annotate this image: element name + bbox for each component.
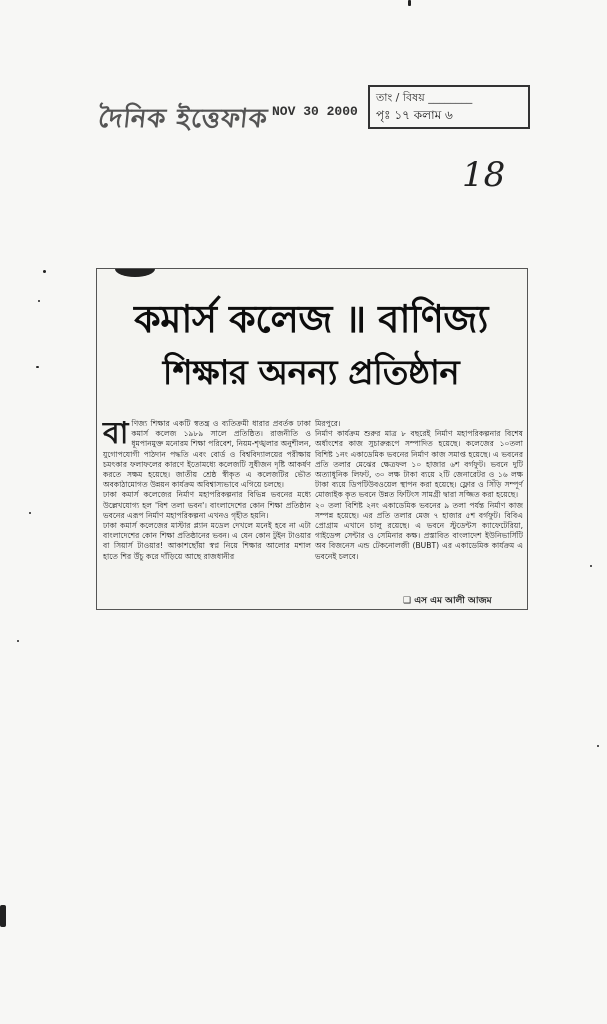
handwritten-page-number: 18 <box>462 155 506 195</box>
scan-speck <box>29 512 31 514</box>
article-right-column <box>315 419 523 562</box>
paragraph: ২০ তলা বিশিষ্ট ২নং একাডেমিক ভবনের ৯ তলা পর্যন্ত নির্মাণ কাজ সম্পন্ন হয়েছে। এর প্রতি তলার মেজ ৭ হাজার ৫শ বর্গফুট। বিবিএ প্রোগ্রাম এখানে চালু রয়েছে। এ ভবনে স্টুডেন্টস ক্যাফেটেরিয়া, গাইডেন্স সেন্টার ও সেমিনার কক্ষ। প্রস্তাবিত বাংলাদেশ ইউনিভার্সিটি অব বিজনেস এন্ড টেকনোলজী (BUBT) এর একাডেমিক কার্যক্রম এ ভবনেই চলবে। <box>315 500 523 561</box>
drop-cap: বা <box>103 416 129 451</box>
article-byline: ❑ এস এম আলী আজম <box>403 596 492 606</box>
article-left-column <box>103 416 311 562</box>
scan-speck <box>43 270 46 273</box>
filing-stamp <box>368 85 530 129</box>
paragraph: নির্মাণ কার্যক্রম শুরুর মাত্র ৮ বছরেই নির্মাণ মহাপরিকল্পনার বিশেষ অর্ধাংশের কাজ সুচারুরূপে সম্পাদিত হয়েছে। কলেজের ১০তলা বিশিষ্ট ১নং একাডেমিক ভবনের নির্মাণ কাজ সমাপ্ত হয়েছে। এ ভবনের প্রতি তলার মেঝের ক্ষেত্রফল ১০ হাজার ৬শ বর্গফুট। ভবনে দুটি অত্যাধুনিক লিফট, ৩০ লক্ষ টাকা ব্যয়ে ২টি জেনারেটর ও ১৬ লক্ষ টাকা ব্যয়ে ডিপটিউবওয়েল স্থাপন করা হয়েছে। ফ্লোর ও সিঁড়ি সম্পূর্ণ মোজাইক কৃত ভবনে উন্নত ফিটিংস সামগ্রী দ্বারা সজ্জিত করা হয়েছে। <box>315 429 523 500</box>
paragraph: ণিজ্য শিক্ষার একটি স্বতন্ত্র ও ব্যতিক্রমী ধারার প্রবর্তক ঢাকা কমার্স কলেজ ১৯৮৯ সালে প্রতিষ্ঠিত। রাজনীতি ও ধূমপানমুক্ত মনোরম শিক্ষা পরিবেশ, নিয়ম-শৃঙ্খলার অনুশীলন, যুগোপযোগী পাঠদান পদ্ধতি এবং বোর্ড ও বিশ্ববিদ্যালয়ের পরীক্ষায় চমৎকার ফলাফলের কারণে ইতোমধ্যে কলেজটি সুধীজন দৃষ্টি আকর্ষণ করতে সক্ষম হয়েছে। জাতীয় শ্রেষ্ঠ স্বীকৃত এ কলেজটির ভৌত অবকাঠামোগত উন্নয়ন কার্যক্রম অবিশ্বাস্যভাবে এগিয়ে চলছে। <box>103 419 311 490</box>
paragraph: মিরপুরে। <box>315 419 341 428</box>
scan-speck <box>590 565 592 567</box>
paragraph: ঢাকা কমার্স কলেজের নির্মাণ মহাপরিকল্পনার বিভিন্ন ভবনের মধ্যে উল্লেখযোগ্য হল 'বিশ তলা ভবন'। বাংলাদেশের কোন শিক্ষা প্রতিষ্ঠান ভবনের এরূপ নির্মাণ মহাপরিকল্পনা এখনও গৃহীত হয়নি। <box>103 490 311 520</box>
headline-line-2: শিক্ষার অনন্য প্রতিষ্ঠান <box>162 353 460 393</box>
newspaper-name: দৈনিক ইত্তেফাক <box>96 104 270 134</box>
scan-speck <box>408 0 411 6</box>
stamp-row-2: পৃঃ ১৭ কলাম ৬ <box>376 108 453 122</box>
date-stamp: NOV 30 2000 <box>272 104 358 119</box>
article-clipping <box>96 268 528 610</box>
scan-speck <box>38 300 40 302</box>
scan-speck <box>597 745 599 747</box>
scan-blob <box>115 268 155 277</box>
scan-speck <box>17 640 19 642</box>
headline-line-1: কমার্স কলেজ ॥ বাণিজ্য <box>134 297 488 341</box>
scan-speck <box>36 366 39 368</box>
stamp-row-1: তাং / বিষয় ________ <box>376 91 473 104</box>
paragraph: ঢাকা কমার্স কলেজের মাস্টার প্ল্যান মডেল দেখলে মনেই হবে না এটা বাংলাদেশের কোন শিক্ষা প্রতিষ্ঠানের ভবন। এ যেন কোন টুইন টাওয়ার বা সিয়ার্স টাওয়ার! আকাশছোঁয়া স্বপ্ন নিয়ে শিক্ষার আলোর মশাল হাতে শির উঁচু করে দাঁড়িয়ে আছে রাজধানীর <box>103 521 311 561</box>
scan-speck <box>0 905 6 927</box>
